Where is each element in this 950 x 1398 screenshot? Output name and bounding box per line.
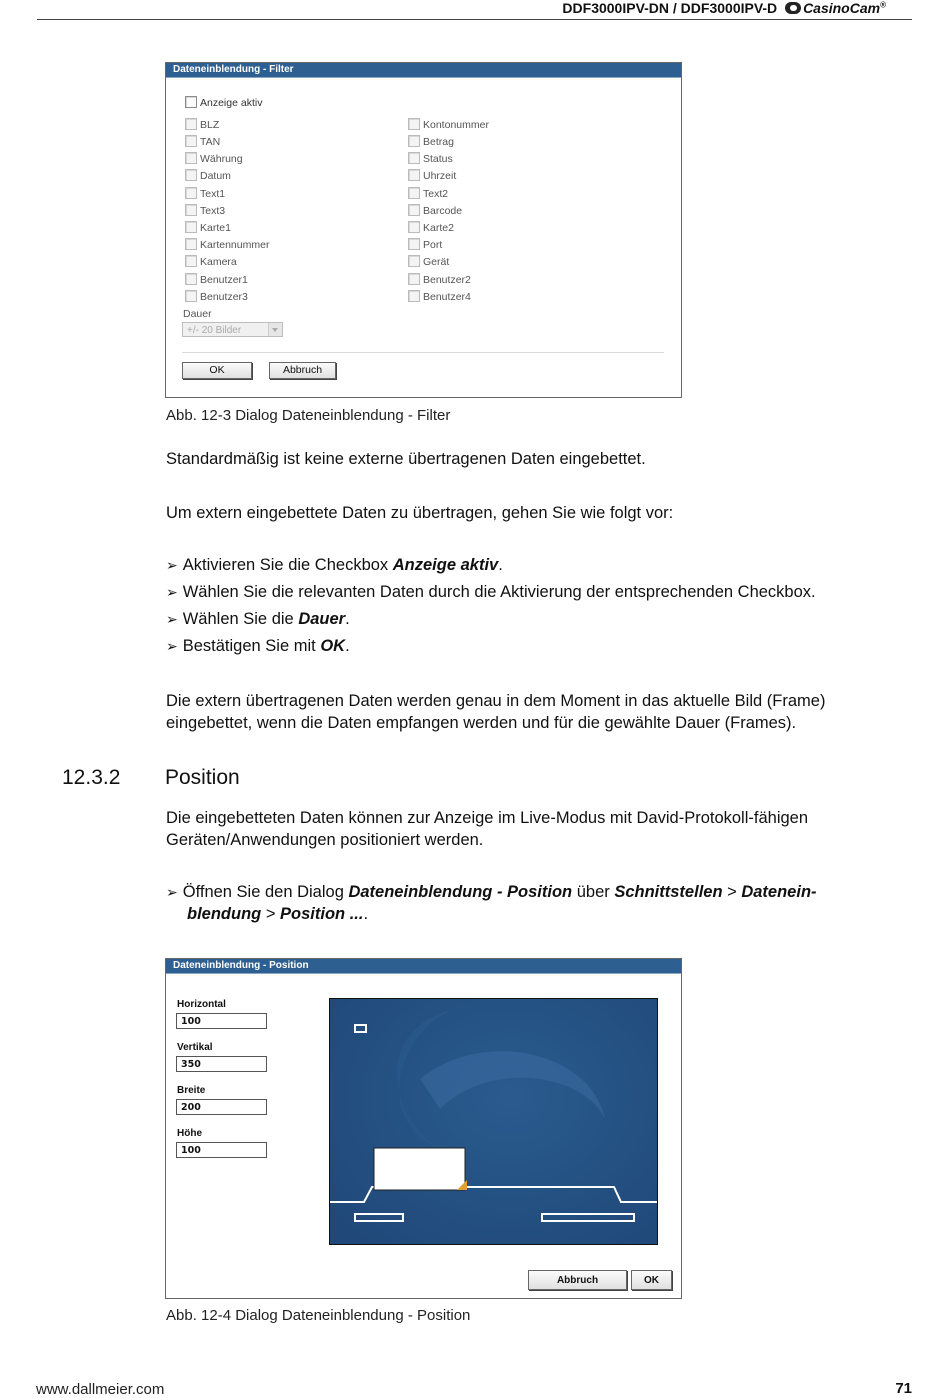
- step-emphasis: Dauer: [298, 610, 346, 628]
- step-text: .: [363, 905, 369, 923]
- step-item: [166, 556, 503, 575]
- filter-item[interactable]: [408, 204, 462, 218]
- filter-item-label: Kontonummer: [423, 119, 489, 131]
- step-text: .: [498, 556, 503, 574]
- step-text: .: [345, 637, 350, 655]
- checkbox-icon[interactable]: [185, 204, 197, 216]
- filter-item[interactable]: [408, 238, 442, 252]
- checkbox-icon[interactable]: [185, 255, 197, 267]
- duration-select[interactable]: [182, 322, 283, 337]
- filter-item-label: Währung: [200, 153, 243, 165]
- ok-button[interactable]: OK: [631, 1270, 672, 1290]
- checkbox-icon[interactable]: [408, 221, 420, 233]
- filter-item[interactable]: [185, 152, 243, 166]
- paragraph: Um extern eingebettete Daten zu übertragen, gehen Sie wie folgt vor:: [166, 504, 674, 522]
- filter-item[interactable]: [185, 135, 220, 149]
- position-dialog-title: Dateneinblendung - Position: [166, 959, 681, 974]
- arrow-bullet-icon: ➢: [166, 558, 178, 574]
- filter-item[interactable]: [185, 290, 248, 304]
- filter-item-label: Kartennummer: [200, 239, 270, 251]
- page-number: 71: [895, 1380, 912, 1397]
- horizontal-label: Horizontal: [177, 999, 226, 1010]
- step-text: über: [572, 883, 615, 901]
- show-active-checkbox[interactable]: [185, 96, 262, 110]
- filter-item[interactable]: [185, 238, 269, 252]
- width-label: Breite: [177, 1085, 206, 1096]
- document-model-title: DDF3000IPV-DN / DDF3000IPV-D: [562, 0, 778, 16]
- arrow-bullet-icon: ➢: [166, 885, 178, 901]
- filter-item[interactable]: [185, 169, 231, 183]
- filter-item-label: Benutzer2: [423, 274, 471, 286]
- step-item: [166, 583, 816, 602]
- filter-item[interactable]: [185, 118, 219, 132]
- filter-item[interactable]: [185, 255, 237, 269]
- filter-item-label: Karte2: [423, 222, 454, 234]
- filter-item[interactable]: [185, 273, 248, 287]
- filter-item[interactable]: [185, 187, 225, 201]
- arrow-bullet-icon: ➢: [166, 612, 178, 628]
- footer-url[interactable]: www.dallmeier.com: [36, 1381, 165, 1398]
- brand-logo-icon: [785, 2, 801, 14]
- checkbox-icon[interactable]: [408, 273, 420, 285]
- checkbox-icon[interactable]: [408, 152, 420, 164]
- filter-item-label: Barcode: [423, 205, 463, 217]
- checkbox-icon[interactable]: [185, 221, 197, 233]
- step-text: Wählen Sie die: [182, 610, 299, 628]
- filter-item[interactable]: [408, 152, 453, 166]
- filter-item-label: Text1: [200, 188, 226, 200]
- vertical-field[interactable]: 350: [176, 1056, 267, 1072]
- status-bar-left: [355, 1214, 403, 1221]
- checkbox-icon[interactable]: [185, 135, 197, 147]
- registered-mark: ®: [880, 0, 886, 10]
- checkbox-icon[interactable]: [408, 118, 420, 130]
- step-text: >: [722, 883, 742, 901]
- checkbox-icon[interactable]: [185, 238, 197, 250]
- step-emphasis: Datenein-: [741, 883, 817, 901]
- filter-item[interactable]: [408, 221, 454, 235]
- checkbox-icon[interactable]: [185, 169, 197, 181]
- width-field[interactable]: 200: [176, 1099, 267, 1115]
- checkbox-icon[interactable]: [408, 290, 420, 302]
- vertical-label: Vertikal: [177, 1042, 213, 1053]
- header-title: [562, 0, 886, 16]
- checkbox-icon[interactable]: [408, 255, 420, 267]
- step-text: .: [345, 610, 350, 628]
- arrow-bullet-icon: ➢: [166, 639, 178, 655]
- step-text: Öffnen Sie den Dialog: [182, 883, 349, 901]
- checkbox-icon[interactable]: [408, 204, 420, 216]
- figure-caption: Abb. 12-3 Dialog Dateneinblendung - Filter: [166, 407, 451, 424]
- filter-item[interactable]: [185, 221, 231, 235]
- checkbox-icon[interactable]: [408, 169, 420, 181]
- step-emphasis: Anzeige aktiv: [392, 556, 499, 574]
- filter-item-label: Uhrzeit: [423, 170, 457, 182]
- dialog-divider: [182, 352, 664, 353]
- checkbox-icon[interactable]: [408, 187, 420, 199]
- checkbox-icon[interactable]: [185, 273, 197, 285]
- position-preview[interactable]: [329, 998, 658, 1245]
- filter-item[interactable]: [408, 290, 471, 304]
- camera-logo-watermark: [420, 1051, 605, 1119]
- filter-item-label: Benutzer3: [200, 291, 248, 303]
- duration-label: Dauer: [183, 308, 212, 320]
- brand-name: CasinoCam: [803, 0, 881, 16]
- filter-item-label: Benutzer1: [200, 274, 248, 286]
- paragraph: eingebettet, wenn die Daten empfangen werden und für die gewählte Dauer (Frames).: [166, 714, 797, 732]
- ok-button[interactable]: OK: [182, 362, 252, 379]
- checkbox-icon[interactable]: [185, 187, 197, 199]
- data-overlay-box[interactable]: [374, 1148, 465, 1190]
- show-active-label: Anzeige aktiv: [200, 97, 263, 109]
- checkbox-icon[interactable]: [408, 238, 420, 250]
- horizontal-field[interactable]: 100: [176, 1013, 267, 1029]
- step-emphasis: OK: [320, 637, 346, 655]
- section-number: 12.3.2: [62, 766, 121, 789]
- filter-item[interactable]: [408, 169, 456, 183]
- step-text: Wählen Sie die relevanten Daten durch die Aktivierung der entsprechenden Checkbox.: [182, 583, 816, 601]
- cancel-button[interactable]: Abbruch: [269, 362, 336, 379]
- paragraph: Die extern übertragenen Daten werden genau in dem Moment in das aktuelle Bild (Frame): [166, 692, 826, 710]
- filter-item[interactable]: [408, 135, 454, 149]
- height-label: Höhe: [177, 1128, 202, 1139]
- paragraph: Geräten/Anwendungen positioniert werden.: [166, 831, 484, 849]
- filter-item[interactable]: [408, 118, 489, 132]
- step-emphasis: Schnittstellen: [614, 883, 723, 901]
- filter-item[interactable]: [408, 187, 448, 201]
- header-rule: [37, 19, 912, 20]
- filter-item[interactable]: [408, 255, 449, 269]
- step-item: [166, 637, 350, 656]
- height-field[interactable]: 100: [176, 1142, 267, 1158]
- filter-item[interactable]: [185, 204, 225, 218]
- step-item: [166, 883, 817, 902]
- figure-caption: Abb. 12-4 Dialog Dateneinblendung - Position: [166, 1307, 471, 1324]
- checkbox-icon[interactable]: [185, 290, 197, 302]
- filter-item-label: Text2: [423, 188, 449, 200]
- section-title: Position: [165, 766, 240, 789]
- filter-item-label: Betrag: [423, 136, 454, 148]
- arrow-bullet-icon: ➢: [166, 585, 178, 601]
- filter-item-label: Kamera: [200, 256, 237, 268]
- filter-item-label: Datum: [200, 170, 231, 182]
- indicator-marker: [355, 1025, 366, 1032]
- step-item: [166, 610, 350, 629]
- checkbox-icon[interactable]: [185, 96, 197, 108]
- filter-item[interactable]: [408, 273, 471, 287]
- filter-item-label: Status: [423, 153, 453, 165]
- filter-item-label: Text3: [200, 205, 226, 217]
- paragraph: Standardmäßig ist keine externe übertragenen Daten eingebettet.: [166, 450, 646, 468]
- duration-value: +/- 20 Bilder: [187, 325, 242, 336]
- checkbox-icon[interactable]: [408, 135, 420, 147]
- filter-dialog-title: Dateneinblendung - Filter: [166, 63, 681, 78]
- checkbox-icon[interactable]: [185, 152, 197, 164]
- step-text: Aktivieren Sie die Checkbox: [182, 556, 393, 574]
- status-bar-right: [542, 1214, 634, 1221]
- step-emphasis: Dateneinblendung - Position: [348, 883, 573, 901]
- filter-item-label: TAN: [200, 136, 221, 148]
- step-emphasis: Position ...: [280, 905, 364, 923]
- cancel-button[interactable]: Abbruch: [528, 1270, 627, 1290]
- filter-item-label: Karte1: [200, 222, 231, 234]
- preview-canvas: [330, 999, 657, 1244]
- filter-item-label: BLZ: [200, 119, 220, 131]
- step-text: Bestätigen Sie mit: [182, 637, 321, 655]
- filter-item-label: Benutzer4: [423, 291, 471, 303]
- step-text: >: [261, 905, 281, 923]
- filter-item-label: Port: [423, 239, 443, 251]
- filter-item-label: Gerät: [423, 256, 450, 268]
- paragraph: Die eingebetteten Daten können zur Anzeige im Live-Modus mit David-Protokoll-fähigen: [166, 809, 809, 827]
- step-item-continued: [187, 905, 368, 924]
- checkbox-icon[interactable]: [185, 118, 197, 130]
- chevron-down-icon[interactable]: [268, 323, 282, 336]
- step-emphasis: blendung: [187, 905, 262, 923]
